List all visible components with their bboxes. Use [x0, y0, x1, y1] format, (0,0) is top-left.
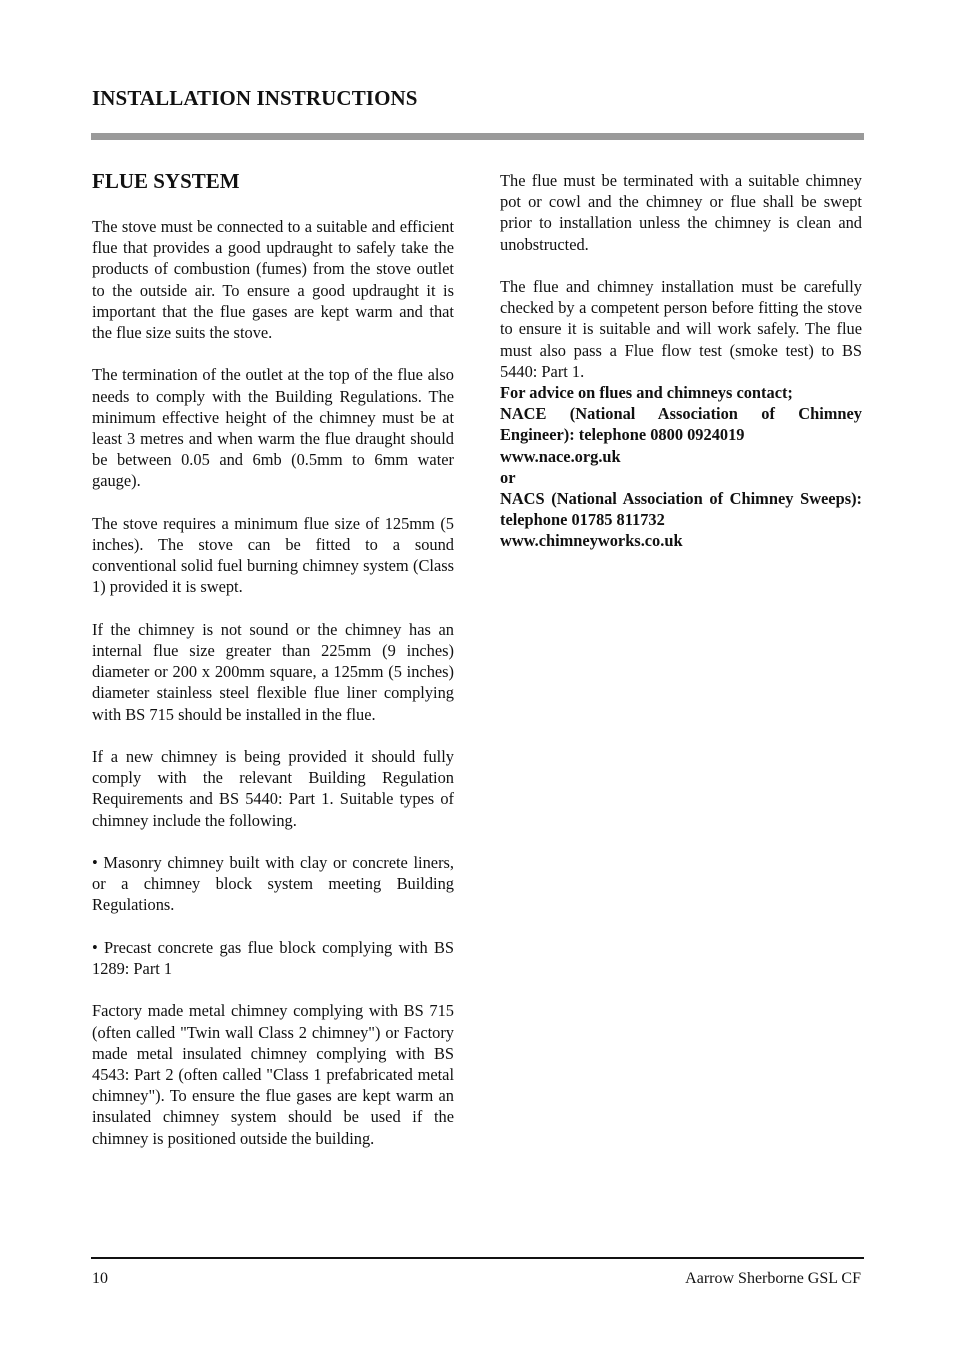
paragraph-flue-size: The stove requires a minimum flue size of 125mm (5 inches). The stove can be fitted to a sound conventional solid fuel burning chimney system (Class 1) provided it is swept.	[92, 513, 454, 597]
footer-product-name: Aarrow Sherborne GSL CF	[685, 1270, 861, 1287]
paragraph-flue-connection: The stove must be connected to a suitable and efficient flue that provides a good updraught to safely take the products of combustion (fumes) from the stove outlet to the outside air. To ensure a good updraught it is important that the flue gases are kept warm and that the flue size suits the stove.	[92, 217, 454, 343]
contact-intro: For advice on flues and chimneys contact;	[500, 383, 793, 403]
list-item-precast-flue-block: • Precast concrete gas flue block complying with BS 1289: Part 1	[92, 937, 454, 979]
contact-nacs: NACS (National Association of Chimney Sweeps): telephone 01785 811732	[500, 489, 862, 530]
section-title: FLUE SYSTEM	[92, 169, 240, 193]
contact-nace: NACE (National Association of Chimney Engineer): telephone 0800 0924019	[500, 404, 862, 445]
footer-rule	[91, 1257, 864, 1259]
paragraph-termination: The termination of the outlet at the top of the flue also needs to comply with the Building Regulations. The minimum effective height of the chimney must be at least 3 metres and when warm the flue draught should be between 0.05 and 6mb (0.5mm to 6mm water gauge).	[92, 365, 454, 491]
header-rule	[91, 133, 864, 140]
paragraph-metal-chimney: Factory made metal chimney complying with BS 715 (often called "Twin wall Class 2 chimney") or Factory made metal insulated chimney complying with BS 4543: Part 2 (often called "Class 1 prefabricated metal chimney"). To ensure the flue gases are kept warm an insulated chimney system should be used if the chimney is positioned outside the building.	[92, 1001, 454, 1148]
contact-or: or	[500, 467, 516, 487]
right-column	[500, 170, 862, 552]
paragraph-installation-check: The flue and chimney installation must be carefully checked by a competent person before fitting the stove to ensure it is suitable and will work safely. The flue must also pass a Flue flow test (smoke test) to BS 5440: Part 1.	[500, 277, 862, 381]
contact-nacs-website: www.chimneyworks.co.uk	[500, 531, 683, 551]
list-item-masonry-chimney: • Masonry chimney built with clay or concrete liners, or a chimney block system meeting Building Regulations.	[92, 853, 454, 915]
paragraph-flue-liner: If the chimney is not sound or the chimney has an internal flue size greater than 225mm (9 inches) diameter or 200 x 200mm square, a 125mm (5 inches) diameter stainless steel flexible flue liner complying with BS 715 should be installed in the flue.	[92, 619, 454, 724]
page-header-title: INSTALLATION INSTRUCTIONS	[92, 86, 418, 110]
contact-nace-website: www.nace.org.uk	[500, 446, 621, 466]
left-column	[92, 167, 454, 1170]
page-number: 10	[92, 1270, 108, 1287]
paragraph-termination-pot: The flue must be terminated with a suitable chimney pot or cowl and the chimney or flue shall be swept prior to installation unless the chimney is clean and unobstructed.	[500, 171, 862, 254]
paragraph-new-chimney: If a new chimney is being provided it should fully comply with the relevant Building Regulation Requirements and BS 5440: Part 1. Suitable types of chimney include the following.	[92, 747, 454, 830]
